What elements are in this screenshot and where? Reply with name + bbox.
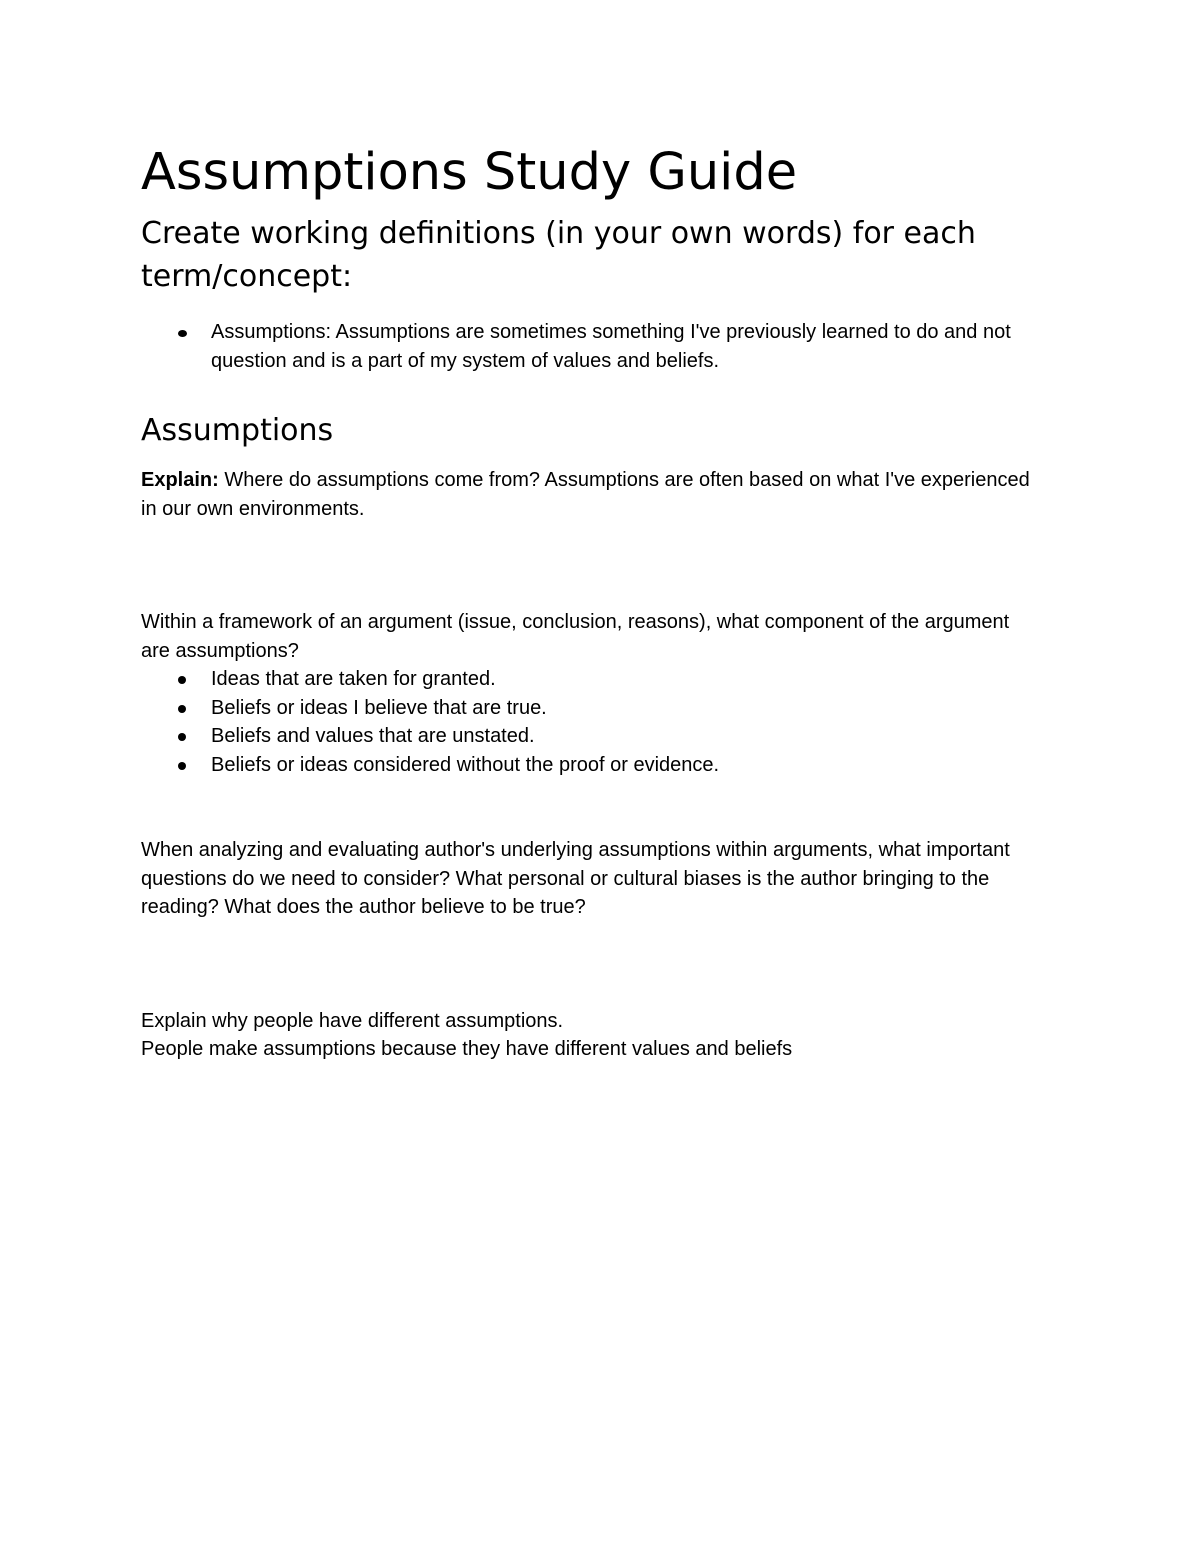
answer-text: Beliefs or ideas I believe that are true.	[211, 696, 547, 719]
bullet-icon	[178, 733, 186, 741]
list-item	[141, 694, 1041, 723]
list-item	[141, 318, 1041, 375]
definitions-list	[141, 318, 1041, 375]
definition-text: Assumptions: Assumptions are sometimes something I've previously learned to do and not question and is a part of my system of values and beliefs.	[211, 321, 1011, 372]
bullet-icon	[178, 330, 187, 337]
why-answer: People make assumptions because they have different values and beliefs	[141, 1038, 793, 1060]
answer-text: Beliefs or ideas considered without the proof or evidence.	[211, 753, 720, 776]
list-item	[141, 751, 1041, 780]
list-item	[141, 722, 1041, 751]
bullet-icon	[178, 762, 186, 770]
analysis-question: When analyzing and evaluating author's underlying assumptions within arguments, what important questions do we need to consider? What personal or cultural biases is the author bringing to the reading? What does the author believe to be true?	[141, 839, 1010, 918]
section-heading: Assumptions	[141, 413, 334, 448]
bullet-icon	[178, 705, 186, 713]
why-question: Explain why people have different assumptions.	[141, 1010, 564, 1032]
explain-paragraph	[141, 466, 1041, 523]
document-subtitle: Create working definitions (in your own words) for each term/concept:	[141, 216, 976, 294]
answer-text: Beliefs and values that are unstated.	[211, 725, 535, 747]
list-item	[141, 665, 1041, 694]
answer-text: Ideas that are taken for granted.	[211, 668, 496, 690]
explain-text: Where do assumptions come from? Assumptions are often based on what I've experienced in our own environments.	[141, 469, 1030, 520]
bullet-icon	[178, 676, 186, 684]
framework-answers-list	[141, 665, 1041, 779]
explain-label: Explain:	[141, 469, 219, 491]
framework-question: Within a framework of an argument (issue, conclusion, reasons), what component of the argument are assumptions?	[141, 611, 1010, 662]
document-title: Assumptions Study Guide	[141, 143, 798, 202]
